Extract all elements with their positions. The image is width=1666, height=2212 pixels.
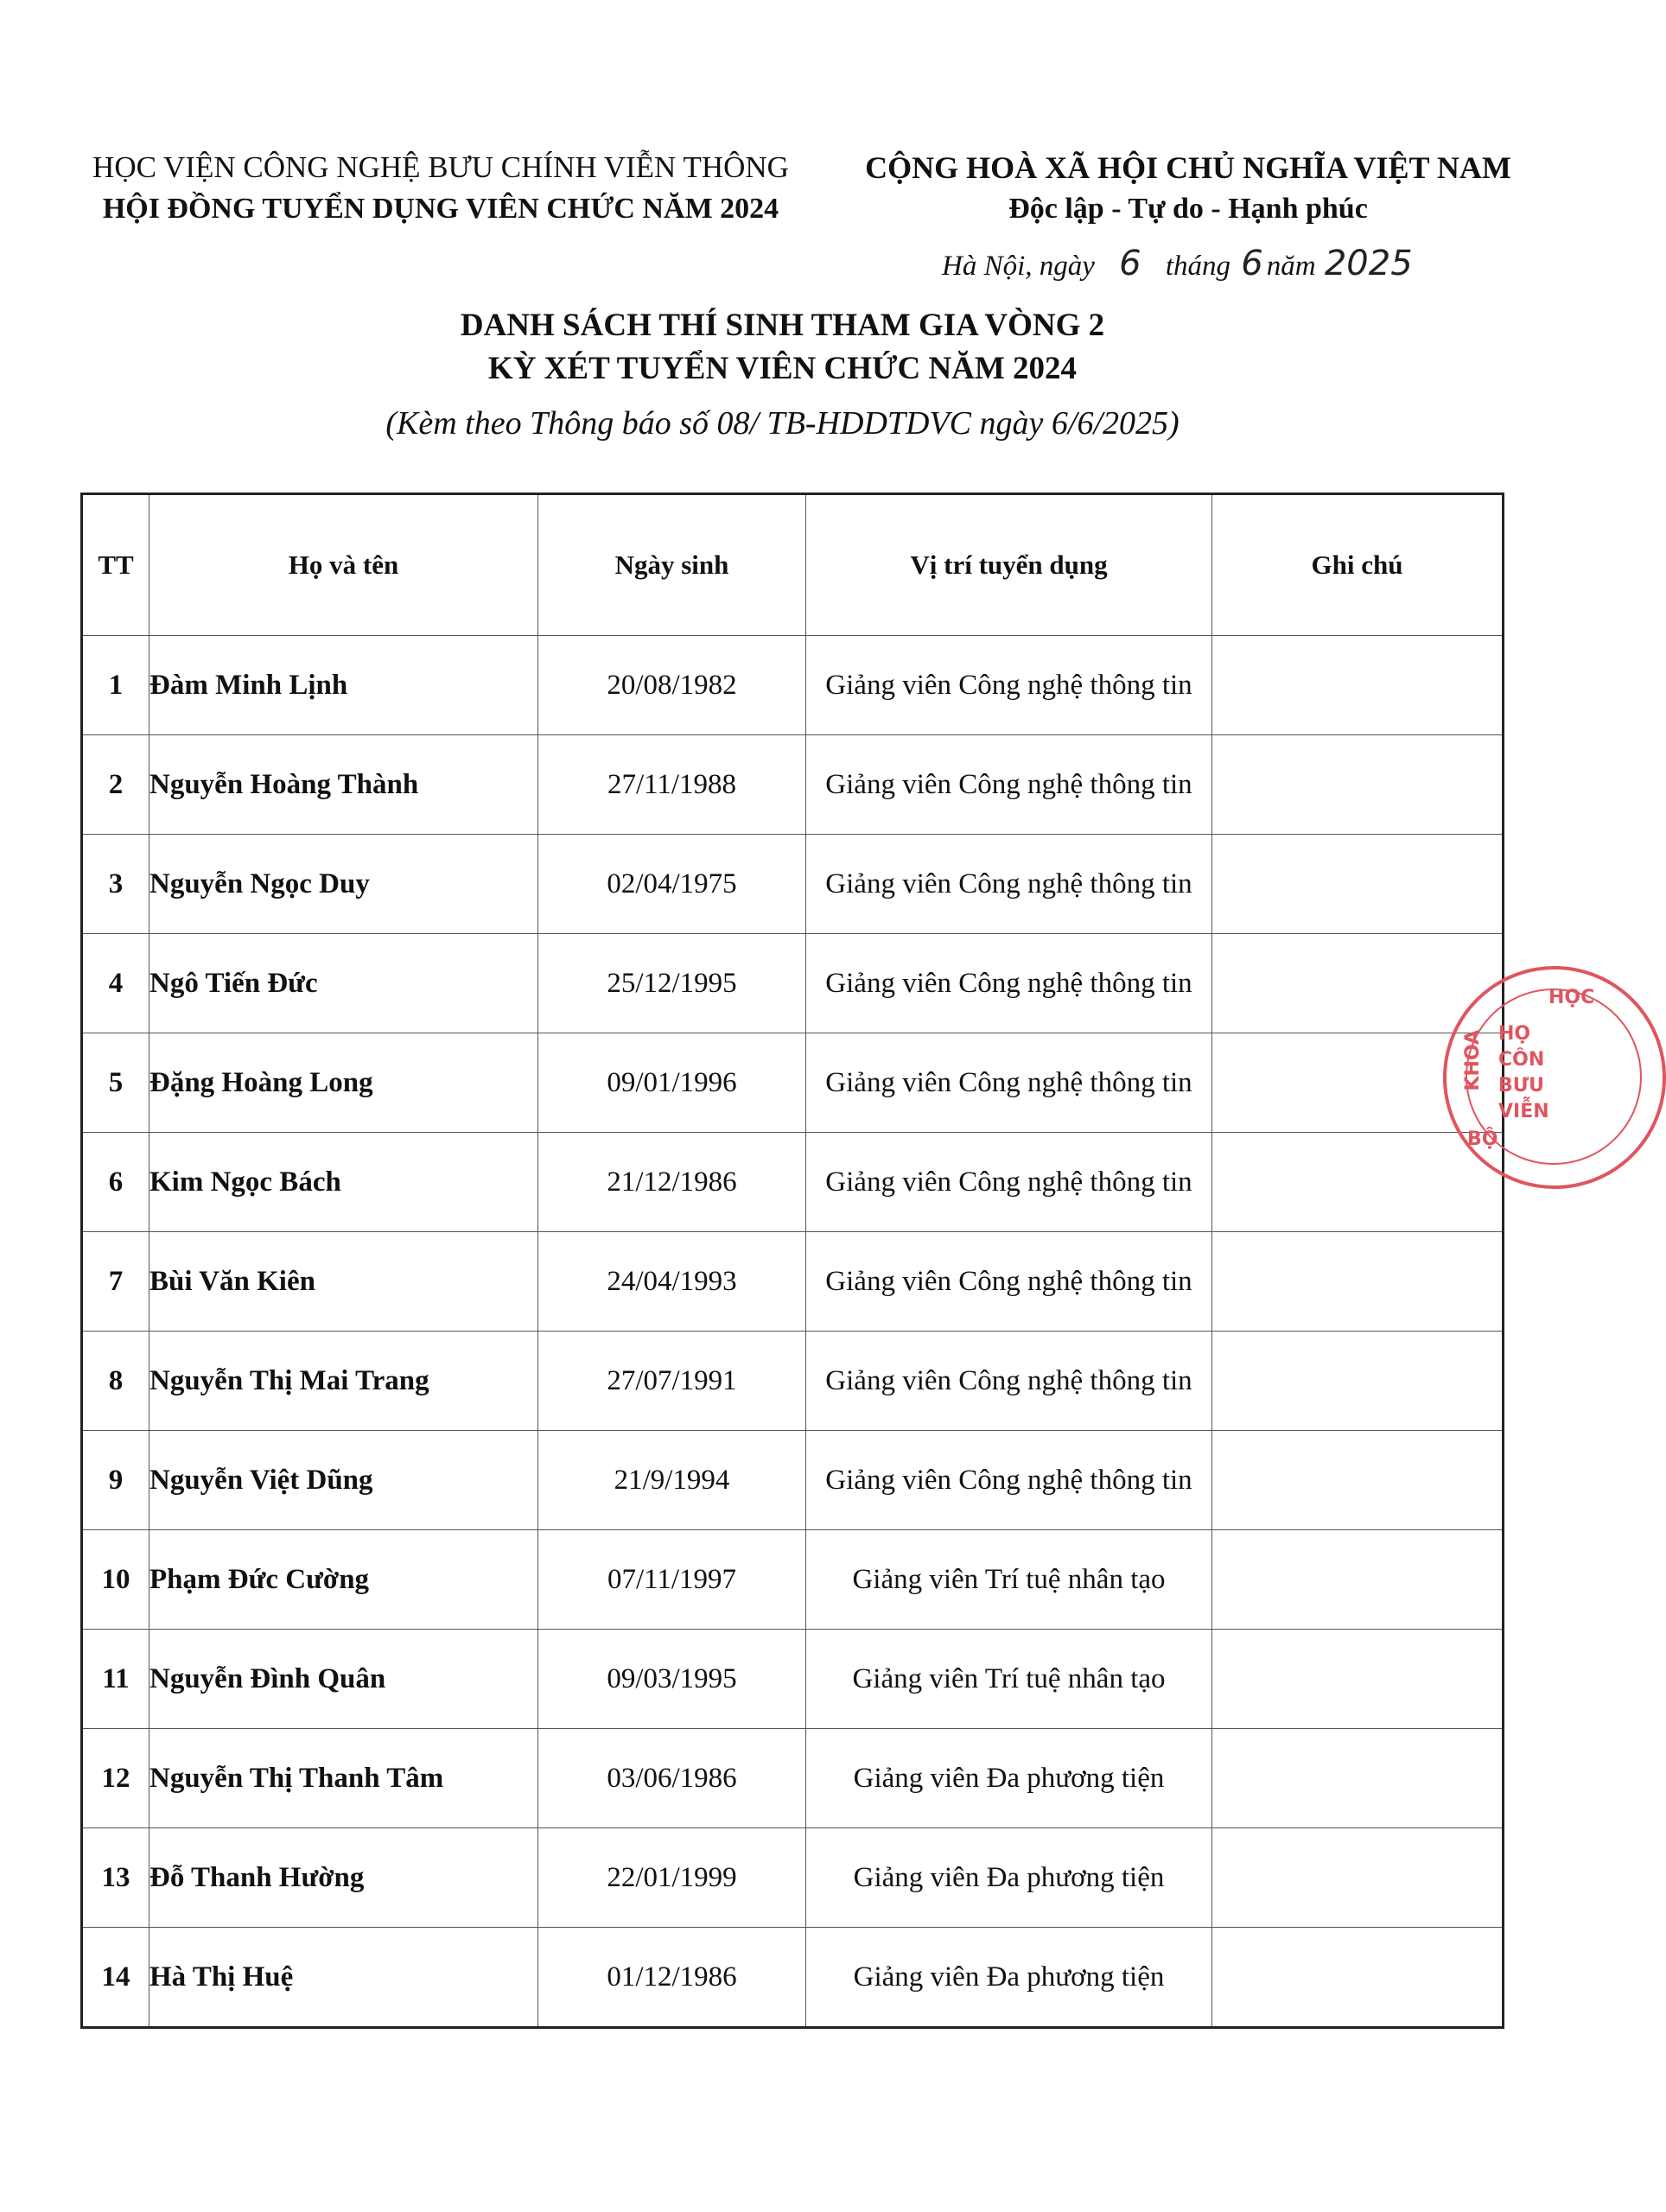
cell-dob: 07/11/1997: [538, 1530, 806, 1630]
date-month-handwritten: 6: [1241, 244, 1263, 283]
document-date: [942, 244, 1415, 283]
cell-note: [1212, 1232, 1504, 1332]
cell-name: Nguyễn Đình Quân: [149, 1630, 538, 1729]
issuer-org-line2: HỘI ĐỒNG TUYỂN DỤNG VIÊN CHỨC NĂM 2024: [102, 193, 779, 225]
table-row: [82, 636, 1504, 735]
cell-tt: 4: [82, 934, 149, 1033]
cell-note: [1212, 735, 1504, 835]
cell-tt: 14: [82, 1928, 149, 2028]
seal-line: CÔN: [1498, 1049, 1545, 1071]
cell-dob: 21/9/1994: [538, 1431, 806, 1530]
issuer-org-line1: HỌC VIỆN CÔNG NGHỆ BƯU CHÍNH VIỄN THÔNG: [92, 150, 789, 184]
cell-name: Bùi Văn Kiên: [149, 1232, 538, 1332]
cell-tt: 9: [82, 1431, 149, 1530]
national-motto-header: [812, 147, 1564, 230]
col-header-tt: TT: [82, 494, 149, 636]
table-row: [82, 1332, 1504, 1431]
cell-name: Ngô Tiến Đức: [149, 934, 538, 1033]
table-row: [82, 1431, 1504, 1530]
date-place-prefix: Hà Nội, ngày: [942, 251, 1095, 282]
cell-note: [1212, 1630, 1504, 1729]
cell-name: Nguyễn Việt Dũng: [149, 1431, 538, 1530]
table-body: [82, 636, 1504, 2028]
nation-motto: Độc lập - Tự do - Hạnh phúc: [1008, 193, 1368, 225]
cell-dob: 09/03/1995: [538, 1630, 806, 1729]
official-red-seal: [1443, 966, 1666, 1189]
cell-dob: 27/11/1988: [538, 735, 806, 835]
table-header-row: [82, 494, 1504, 636]
table-row: [82, 835, 1504, 934]
cell-name: Đặng Hoàng Long: [149, 1033, 538, 1133]
cell-dob: 24/04/1993: [538, 1232, 806, 1332]
table-row: [82, 934, 1504, 1033]
cell-note: [1212, 1431, 1504, 1530]
cell-note: [1212, 1729, 1504, 1828]
date-month-label: tháng: [1165, 251, 1231, 282]
cell-tt: 8: [82, 1332, 149, 1431]
date-day-handwritten: 6: [1119, 244, 1141, 283]
cell-position: Giảng viên Trí tuệ nhân tạo: [806, 1630, 1212, 1729]
cell-position: Giảng viên Công nghệ thông tin: [806, 1033, 1212, 1133]
cell-note: [1212, 1530, 1504, 1630]
table-row: [82, 1133, 1504, 1232]
cell-position: Giảng viên Đa phương tiện: [806, 1928, 1212, 2028]
cell-position: Giảng viên Công nghệ thông tin: [806, 636, 1212, 735]
cell-name: Nguyễn Thị Mai Trang: [149, 1332, 538, 1431]
cell-dob: 20/08/1982: [538, 636, 806, 735]
table-row: [82, 1033, 1504, 1133]
document-title: [0, 304, 1565, 448]
cell-name: Nguyễn Ngọc Duy: [149, 835, 538, 934]
cell-position: Giảng viên Công nghệ thông tin: [806, 1332, 1212, 1431]
title-reference: (Kèm theo Thông báo số 08/ TB-HDDTDVC ngày 6/6/2025): [385, 405, 1180, 442]
cell-position: Giảng viên Công nghệ thông tin: [806, 1232, 1212, 1332]
cell-dob: 25/12/1995: [538, 934, 806, 1033]
seal-line: HỌ: [1498, 1023, 1531, 1045]
seal-text-left: KHOA: [1462, 1030, 1484, 1091]
cell-tt: 13: [82, 1828, 149, 1928]
cell-name: Đàm Minh Lịnh: [149, 636, 538, 735]
seal-line: BƯU: [1498, 1075, 1545, 1096]
cell-name: Nguyễn Thị Thanh Tâm: [149, 1729, 538, 1828]
table-row: [82, 735, 1504, 835]
cell-dob: 21/12/1986: [538, 1133, 806, 1232]
title-line2: KỲ XÉT TUYỂN VIÊN CHỨC NĂM 2024: [487, 351, 1078, 386]
cell-tt: 6: [82, 1133, 149, 1232]
cell-tt: 11: [82, 1630, 149, 1729]
cell-position: Giảng viên Công nghệ thông tin: [806, 934, 1212, 1033]
cell-position: Giảng viên Đa phương tiện: [806, 1729, 1212, 1828]
issuer-header: [52, 147, 830, 230]
cell-name: Hà Thị Huệ: [149, 1928, 538, 2028]
cell-note: [1212, 1133, 1504, 1232]
cell-tt: 5: [82, 1033, 149, 1133]
table-row: [82, 1232, 1504, 1332]
table-row: [82, 1928, 1504, 2028]
col-header-dob: Ngày sinh: [538, 494, 806, 636]
date-year-handwritten: 2025: [1324, 244, 1413, 283]
cell-position: Giảng viên Công nghệ thông tin: [806, 1431, 1212, 1530]
col-header-note: Ghi chú: [1212, 494, 1504, 636]
cell-note: [1212, 1332, 1504, 1431]
cell-position: Giảng viên Đa phương tiện: [806, 1828, 1212, 1928]
cell-position: Giảng viên Công nghệ thông tin: [806, 735, 1212, 835]
nation-name: CỘNG HOÀ XÃ HỘI CHỦ NGHĨA VIỆT NAM: [865, 150, 1511, 185]
cell-dob: 01/12/1986: [538, 1928, 806, 2028]
seal-line: VIỄN: [1498, 1101, 1549, 1122]
cell-tt: 10: [82, 1530, 149, 1630]
cell-name: Đỗ Thanh Hường: [149, 1828, 538, 1928]
date-year-label: năm: [1266, 251, 1316, 282]
cell-position: Giảng viên Công nghệ thông tin: [806, 1133, 1212, 1232]
cell-tt: 7: [82, 1232, 149, 1332]
table-row: [82, 1630, 1504, 1729]
cell-note: [1212, 636, 1504, 735]
cell-note: [1212, 1828, 1504, 1928]
cell-dob: 03/06/1986: [538, 1729, 806, 1828]
cell-dob: 02/04/1975: [538, 835, 806, 934]
title-line1: DANH SÁCH THÍ SINH THAM GIA VÒNG 2: [460, 308, 1105, 343]
cell-dob: 09/01/1996: [538, 1033, 806, 1133]
cell-name: Nguyễn Hoàng Thành: [149, 735, 538, 835]
cell-tt: 3: [82, 835, 149, 934]
cell-name: Phạm Đức Cường: [149, 1530, 538, 1630]
table-row: [82, 1828, 1504, 1928]
table-row: [82, 1729, 1504, 1828]
cell-dob: 27/07/1991: [538, 1332, 806, 1431]
cell-note: [1212, 835, 1504, 934]
cell-tt: 2: [82, 735, 149, 835]
candidate-table: [80, 493, 1504, 2029]
seal-text-top: HỌC: [1548, 987, 1595, 1008]
cell-tt: 12: [82, 1729, 149, 1828]
col-header-position: Vị trí tuyển dụng: [806, 494, 1212, 636]
cell-note: [1212, 1928, 1504, 2028]
cell-position: Giảng viên Công nghệ thông tin: [806, 835, 1212, 934]
cell-tt: 1: [82, 636, 149, 735]
col-header-name: Họ và tên: [149, 494, 538, 636]
table-row: [82, 1530, 1504, 1630]
cell-dob: 22/01/1999: [538, 1828, 806, 1928]
cell-name: Kim Ngọc Bách: [149, 1133, 538, 1232]
cell-position: Giảng viên Trí tuệ nhân tạo: [806, 1530, 1212, 1630]
seal-text-bottom-left: BỘ: [1467, 1128, 1498, 1150]
seal-center-text: [1498, 1021, 1549, 1125]
